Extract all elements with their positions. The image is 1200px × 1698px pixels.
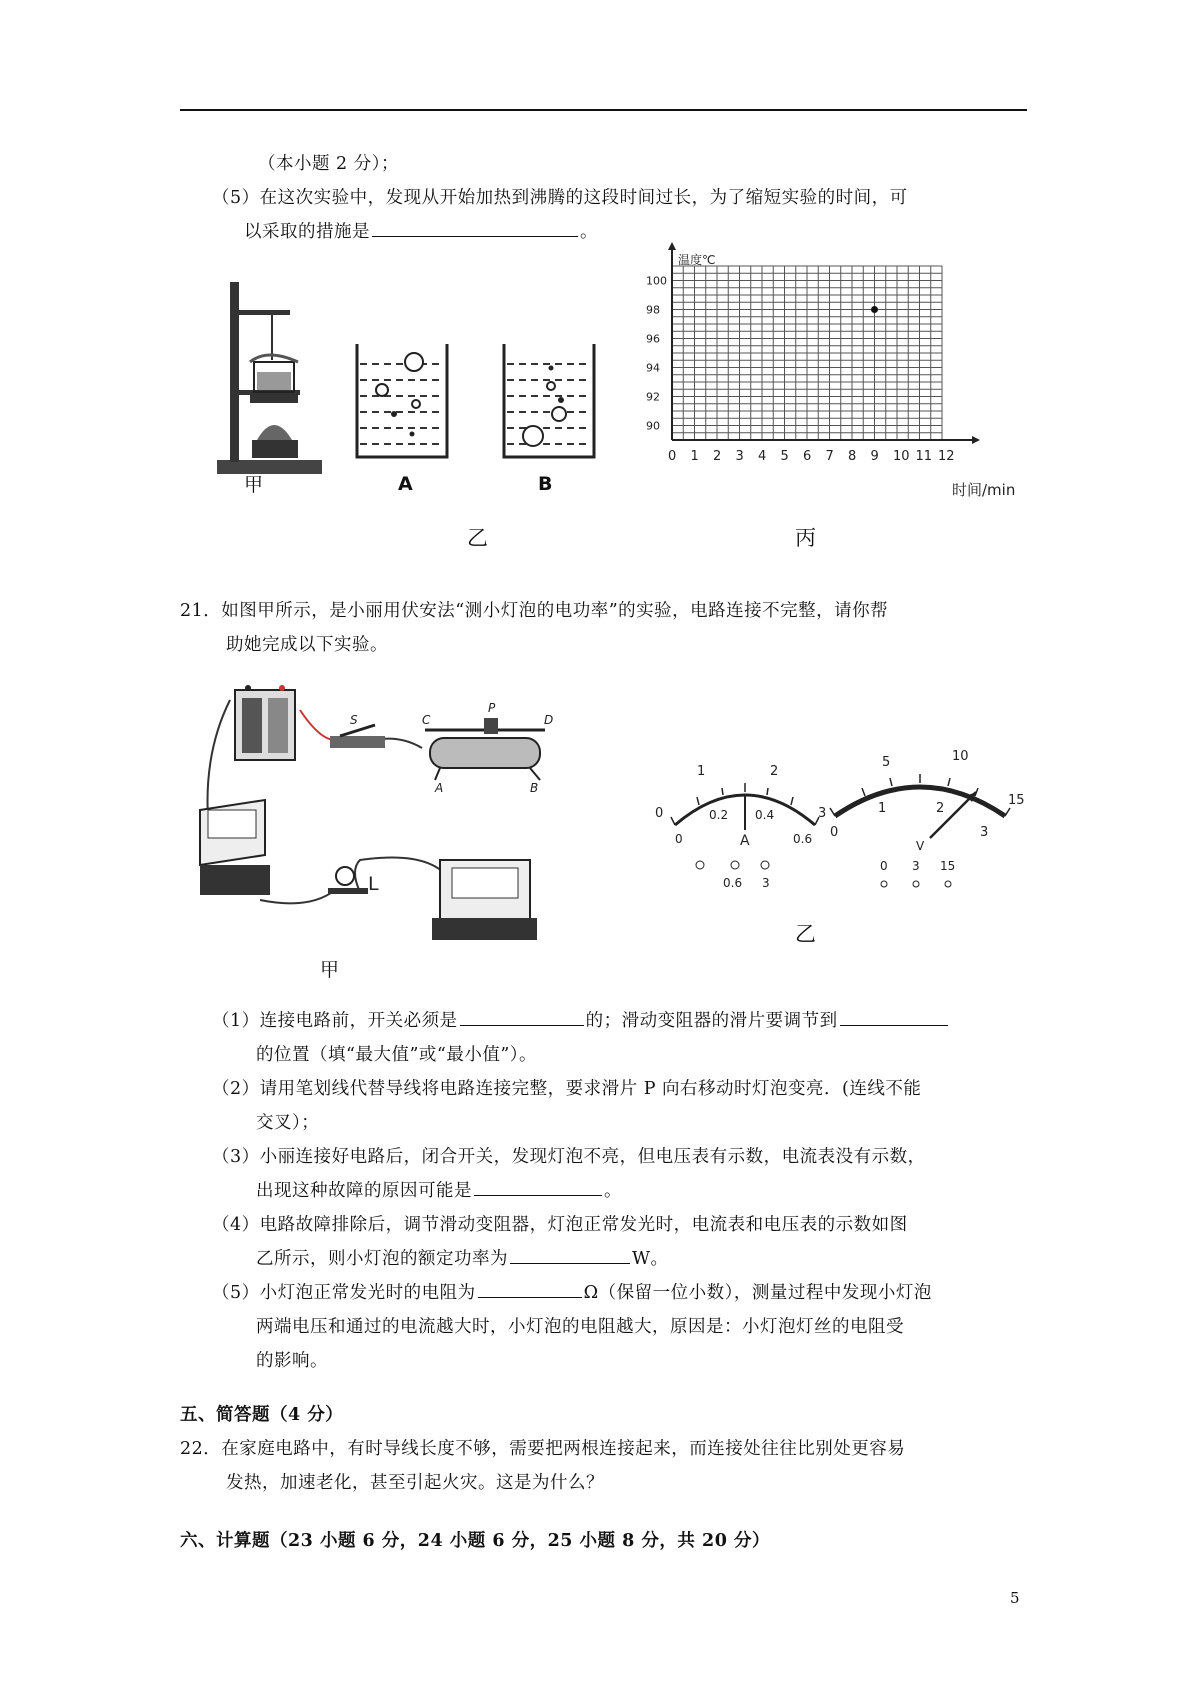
- graph-ylabel: 温度℃: [678, 253, 716, 267]
- ammeter-terminal-3: 3: [762, 876, 770, 890]
- fig20-caption-bing: 丙: [795, 526, 816, 550]
- voltmeter-terminal-0: 0: [880, 859, 888, 873]
- q22-line1: 22．在家庭电路中，有时导线长度不够，需要把两根连接起来，而连接处往往比别处更容易: [180, 1439, 906, 1459]
- q20-item5-line2: 以采取的措施是 。: [244, 218, 598, 243]
- y-tick-label: 94: [646, 361, 660, 375]
- voltmeter-bottom-1: 1: [878, 801, 887, 816]
- label-p: P: [488, 701, 496, 715]
- fig20-apparatus-jia: [212, 280, 332, 490]
- x-tick-label: 5: [780, 449, 789, 464]
- q21-line2: 助她完成以下实验。: [226, 635, 388, 655]
- voltmeter-bottom-2: 2: [936, 801, 945, 816]
- label-s: S: [350, 713, 358, 727]
- x-tick-label: 12: [938, 449, 955, 464]
- x-tick-label: 9: [870, 449, 879, 464]
- x-tick-label: 11: [915, 449, 933, 464]
- graph-grid: [672, 266, 942, 440]
- ammeter-top-3: 3: [818, 806, 827, 821]
- fig20-beaker-b: [501, 342, 597, 462]
- x-axis-arrow: [972, 436, 980, 444]
- label-b: B: [538, 473, 553, 495]
- ammeter-dial: [655, 745, 825, 855]
- circuit-figure-jia: [200, 680, 600, 950]
- y-tick-label: 92: [646, 390, 660, 404]
- ammeter-top-1: 1: [697, 764, 706, 779]
- score-note: （本小题 2 分）；: [258, 154, 400, 174]
- temperature-time-graph: [640, 250, 1050, 510]
- voltmeter-bottom-3: 3: [980, 825, 989, 840]
- x-tick-label: 0: [668, 449, 677, 464]
- ammeter-bottom-0: 0: [675, 832, 683, 846]
- q21-item4-line2: 乙所示，则小灯泡的额定功率为 W。: [256, 1245, 669, 1270]
- x-tick-label: 8: [848, 449, 857, 464]
- voltmeter-symbol: V: [916, 839, 925, 853]
- q21-item2-line1: （2）请用笔划线代替导线将电路连接完整，要求滑片 P 向右移动时灯泡变亮．(连线不能: [212, 1079, 922, 1099]
- y-tick-label: 96: [646, 332, 660, 346]
- x-tick-label: 1: [690, 449, 699, 464]
- page-number: 5: [1010, 1589, 1020, 1607]
- q21-item5-line1: （5）小灯泡正常发光时的电阻为 Ω（保留一位小数），测量过程中发现小灯泡: [212, 1279, 932, 1304]
- answer-blank[interactable]: [478, 1279, 582, 1298]
- y-axis-arrow: [668, 242, 676, 250]
- q22-line2: 发热，加速老化，甚至引起火灾。这是为什么？: [226, 1473, 604, 1493]
- section6-title: 六、计算题（23 小题 6 分，24 小题 6 分，25 小题 8 分，共 20 分）: [180, 1531, 770, 1551]
- x-tick-label: 10: [893, 449, 910, 464]
- section5-title: 五、简答题（4 分）: [180, 1405, 344, 1425]
- voltmeter-dial: [820, 738, 1030, 858]
- ammeter-bottom-1: 0.2: [709, 808, 729, 822]
- graph-xlabel: 时间/min: [952, 481, 1016, 499]
- label-a: A: [398, 473, 413, 495]
- y-tick-label: 100: [646, 274, 667, 288]
- fig20-caption-yi: 乙: [467, 526, 488, 550]
- q21-item3-line2: 出现这种故障的原因可能是 。: [256, 1177, 622, 1202]
- data-point: [871, 306, 878, 313]
- answer-blank[interactable]: [372, 218, 578, 237]
- label-c: C: [422, 713, 431, 727]
- label-l: L: [368, 873, 379, 895]
- q21-item5-line3: 的影响。: [256, 1351, 328, 1371]
- q21-item3-line1: （3）小丽连接好电路后，闭合开关，发现灯泡不亮，但电压表有示数，电流表没有示数，: [212, 1147, 926, 1167]
- voltmeter-top-5: 5: [882, 755, 891, 770]
- voltmeter-terminal-3: 3: [912, 859, 920, 873]
- graph-points: [871, 306, 878, 313]
- label-d: D: [544, 713, 554, 727]
- q21-item2-line2: 交叉）；: [256, 1113, 320, 1133]
- fig21-caption-yi: 乙: [795, 922, 816, 946]
- fig21-caption-jia: 甲: [320, 959, 340, 981]
- x-tick-label: 3: [735, 449, 744, 464]
- ammeter-bottom-2: 0.4: [755, 808, 775, 822]
- voltmeter-terminal-15: 15: [940, 859, 956, 873]
- ammeter-top-0: 0: [655, 806, 664, 821]
- voltmeter-bottom-0: 0: [830, 825, 839, 840]
- answer-blank[interactable]: [460, 1007, 584, 1026]
- ammeter-terminal-06: 0.6: [723, 876, 743, 890]
- q21-item4-line1: （4）电路故障排除后，调节滑动变阻器，灯泡正常发光时，电流表和电压表的示数如图: [212, 1215, 908, 1235]
- q21-item1-line1: （1）连接电路前，开关必须是 的；滑动变阻器的滑片要调节到: [212, 1007, 950, 1032]
- ammeter-symbol: A: [740, 833, 750, 849]
- fig20-beaker-a: [354, 342, 450, 462]
- x-tick-label: 2: [713, 449, 722, 464]
- ammeter-bottom-3: 0.6: [793, 832, 813, 846]
- answer-blank[interactable]: [840, 1007, 948, 1026]
- label-rheo-a: A: [435, 781, 444, 795]
- x-tick-label: 7: [825, 449, 834, 464]
- q21-item1-line2: 的位置（填“最大值”或“最小值”）。: [256, 1045, 538, 1065]
- answer-blank[interactable]: [510, 1245, 630, 1264]
- voltmeter-top-15: 15: [1008, 793, 1025, 808]
- answer-blank[interactable]: [474, 1177, 602, 1196]
- ammeter-terminals: [680, 855, 800, 895]
- q21-line1: 21．如图甲所示，是小丽用伏安法“测小灯泡的电功率”的实验，电路连接不完整，请你帮: [180, 601, 889, 621]
- y-tick-label: 98: [646, 303, 660, 317]
- y-tick-label: 90: [646, 419, 660, 433]
- label-rheo-b: B: [530, 781, 539, 795]
- q20-item5-text: 以采取的措施是: [244, 222, 370, 242]
- q20-item5-line1: （5）在这次实验中，发现从开始加热到沸腾的这段时间过长，为了缩短实验的时间，可: [212, 188, 908, 208]
- header-rule: [180, 109, 1027, 111]
- voltmeter-terminals: [860, 858, 980, 898]
- x-tick-label: 4: [758, 449, 767, 464]
- q21-item5-line2: 两端电压和通过的电流越大时，小灯泡的电阻越大，原因是：小灯泡灯丝的电阻受: [256, 1317, 904, 1337]
- graph-axes: [668, 242, 980, 444]
- x-tick-label: 6: [803, 449, 812, 464]
- ammeter-top-2: 2: [770, 764, 779, 779]
- voltmeter-top-10: 10: [952, 749, 969, 764]
- fig20-caption-jia: 甲: [244, 474, 264, 496]
